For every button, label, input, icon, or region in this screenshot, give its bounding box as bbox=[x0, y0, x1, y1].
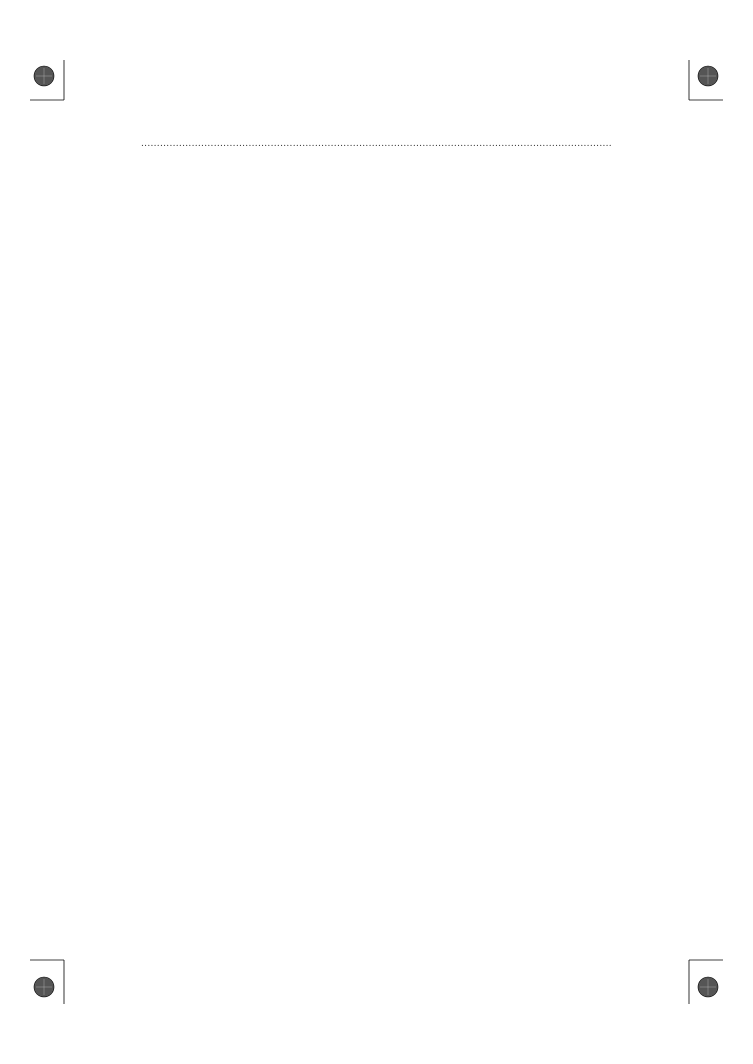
table-of-contents bbox=[138, 136, 614, 153]
toc-entry-appendix[interactable] bbox=[138, 136, 614, 153]
